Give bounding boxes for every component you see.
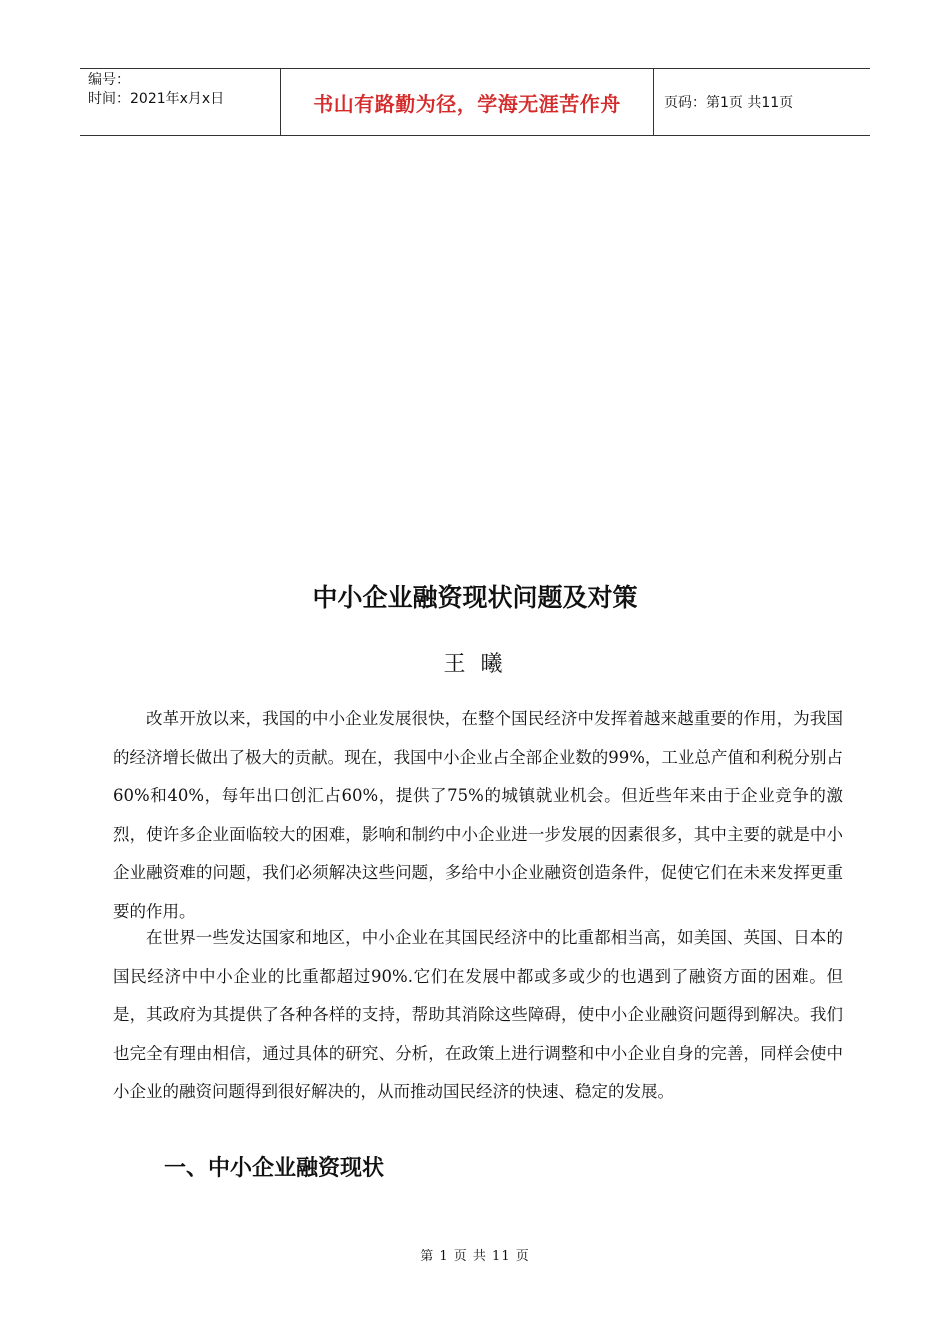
time-label: 时间：2021年x月x日 [88, 91, 225, 107]
body-paragraph-1: 改革开放以来，我国的中小企业发展很快，在整个国民经济中发挥着越来越重要的作用，为我国的经济增长做出了极大的贡献。现在，我国中小企业占全部企业数的99%，工业总产值和利税分别占60%和40%，每年出口创汇占60%，提供了75%的城镇就业机会。但近些年来由于企业竞争的激烈，使许多企业面临较大的困难，影响和制约中小企业进一步发展的因素很多，其中主要的就是中小企业融资难的问题，我们必须解决这些问题，多给中小企业融资创造条件，促使它们在未来发挥更重要的作用。 [113, 709, 843, 921]
header-meta [80, 69, 280, 135]
document-header [80, 68, 870, 136]
header-motto: 书山有路勤为径，学海无涯苦作舟 [280, 69, 654, 135]
section-heading: 一、中小企业融资现状 [164, 1156, 385, 1181]
document-author: 王 曦 [443, 652, 507, 677]
document-title: 中小企业融资现状问题及对策 [312, 583, 638, 612]
header-page-info: 页码：第1页 共11页 [664, 95, 794, 111]
body-paragraph-2: 在世界一些发达国家和地区，中小企业在其国民经济中的比重都相当高，如美国、英国、日本的国民经济中中小企业的比重都超过90%.它们在发展中都或多或少的也遇到了融资方面的困难。但是，其政府为其提供了各种各样的支持，帮助其消除这些障碍，使中小企业融资问题得到解决。我们也完全有理由相信，通过具体的研究、分析，在政策上进行调整和中小企业自身的完善，同样会使中小企业的融资问题得到很好解决的，从而推动国民经济的快速、稳定的发展。 [113, 928, 843, 1102]
page-footer: 第 1 页 共 11 页 [420, 1249, 530, 1264]
number-label: 编号： [88, 72, 130, 88]
